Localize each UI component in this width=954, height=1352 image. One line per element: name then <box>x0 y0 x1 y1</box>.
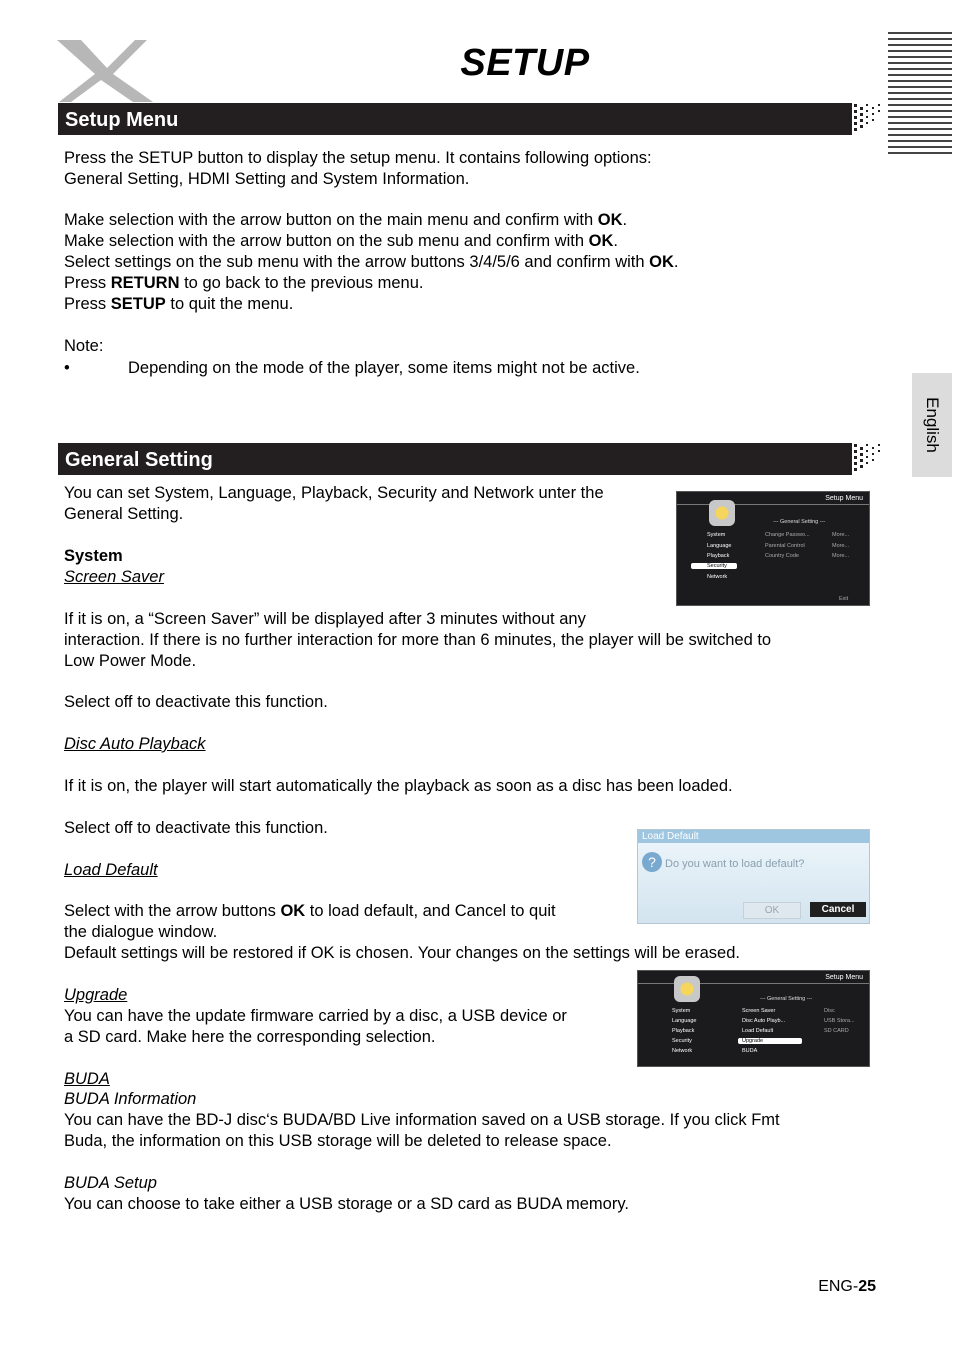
heading-dots-decoration <box>846 103 886 135</box>
page-title: SETUP <box>460 42 590 84</box>
general-setting-screenshot <box>676 491 870 606</box>
dialog-title: Load Default <box>638 830 869 843</box>
decorative-stripes <box>888 32 952 160</box>
dialog-ok-button: OK <box>743 902 801 919</box>
question-icon: ? <box>642 852 662 872</box>
section-heading-general-setting <box>58 443 850 475</box>
screenshot-menu-item: System <box>672 1008 691 1014</box>
system-title: System <box>64 547 123 565</box>
load-default-text-2: the dialogue window. <box>64 923 218 941</box>
screenshot-menu-item: System <box>707 532 726 538</box>
dialog-question: Do you want to load default? <box>665 858 805 870</box>
screenshot-option-value: More... <box>832 553 850 559</box>
disc-auto-playback-title: Disc Auto Playback <box>64 735 206 753</box>
screenshot-option: Disc Auto Playb... <box>742 1018 786 1024</box>
load-default-title: Load Default <box>64 861 158 879</box>
screenshot-option-value: More... <box>832 532 850 538</box>
section-heading-text: Setup Menu <box>65 109 179 131</box>
note-label: Note: <box>64 337 104 355</box>
disc-auto-playback-off-text: Select off to deactivate this function. <box>64 819 328 837</box>
screenshot-menu-item: Playback <box>672 1028 695 1034</box>
buda-setup-title: BUDA Setup <box>64 1174 157 1192</box>
buda-information-text-2: Buda, the information on this USB storage will be deleted to release space. <box>64 1132 612 1150</box>
screen-saver-off-text: Select off to deactivate this function. <box>64 693 328 711</box>
note-bullet-text: Depending on the mode of the player, some items might not be active. <box>128 359 640 377</box>
gear-icon <box>674 976 700 1002</box>
screenshot-header: Setup Menu <box>825 974 863 981</box>
screenshot-option-selected: Upgrade <box>742 1038 764 1044</box>
upgrade-text-1: You can have the update firmware carried by a disc, a USB device or <box>64 1007 567 1025</box>
screen-saver-text-2: interaction. If there is no further interaction for more than 6 minutes, the player will be switched to <box>64 631 772 649</box>
heading-dots-decoration <box>846 443 886 475</box>
setup-intro-line-2: General Setting, HDMI Setting and System Information. <box>64 170 470 188</box>
general-intro-line-2: General Setting. <box>64 505 184 523</box>
bullet-icon: • <box>64 359 70 377</box>
upgrade-text-2: a SD card. Make here the corresponding selection. <box>64 1028 436 1046</box>
section-heading-setup-menu <box>58 103 850 135</box>
instruction-arrow-buttons: Select settings on the sub menu with the arrow buttons 3/4/5/6 and confirm with OK. <box>64 253 679 271</box>
screenshot-menu-item: Playback <box>707 553 730 559</box>
load-default-text-1: Select with the arrow buttons OK to load default, and Cancel to quit <box>64 902 556 920</box>
upgrade-screenshot <box>637 970 870 1067</box>
screen-saver-text-1: If it is on, a “Screen Saver” will be displayed after 3 minutes without any <box>64 610 586 628</box>
screenshot-option: BUDA <box>742 1048 758 1054</box>
screen-saver-text-3: Low Power Mode. <box>64 652 197 670</box>
screenshot-option: Parental Control <box>765 543 805 549</box>
screenshot-menu-item: Network <box>672 1048 693 1054</box>
buda-setup-text: You can choose to take either a USB storage or a SD card as BUDA memory. <box>64 1195 629 1213</box>
screenshot-option: Load Default <box>742 1028 774 1034</box>
screenshot-subtitle: --- General Setting --- <box>773 519 826 525</box>
screenshot-option: Country Code <box>765 553 799 559</box>
section-heading-text: General Setting <box>65 449 213 471</box>
setup-intro-line-1: Press the SETUP button to display the setup menu. It contains following options: <box>64 149 652 167</box>
screenshot-option-value: SD CARD <box>824 1028 849 1034</box>
language-tab-label: English <box>923 397 942 453</box>
page-number: ENG-25 <box>818 1278 876 1295</box>
screenshot-header: Setup Menu <box>825 495 863 502</box>
screenshot-option-value: USB Stora... <box>824 1018 855 1024</box>
screenshot-menu-item: Language <box>672 1018 697 1024</box>
screenshot-option-value: Disc <box>824 1008 835 1014</box>
gear-icon <box>709 500 735 526</box>
screenshot-option: Screen Saver <box>742 1008 776 1014</box>
screenshot-menu-item: Network <box>707 574 728 580</box>
instruction-setup-quit: Press SETUP to quit the menu. <box>64 295 294 313</box>
instruction-sub-menu: Make selection with the arrow button on the sub menu and confirm with OK. <box>64 232 618 250</box>
language-side-tab <box>912 373 952 477</box>
upgrade-title: Upgrade <box>64 986 128 1004</box>
buda-information-title: BUDA Information <box>64 1090 197 1108</box>
dialog-cancel-button: Cancel <box>810 902 866 917</box>
screenshot-menu-item: Language <box>707 543 732 549</box>
disc-auto-playback-text: If it is on, the player will start automatically the playback as soon as a disc has been loaded. <box>64 777 733 795</box>
screenshot-menu-item: Security <box>672 1038 692 1044</box>
screenshot-option: Change Passwo... <box>765 532 810 538</box>
buda-information-text-1: You can have the BD-J disc‘s BUDA/BD Live information saved on a USB storage. If you click Fmt <box>64 1111 780 1129</box>
screen-saver-title: Screen Saver <box>64 568 164 586</box>
load-default-dialog-screenshot <box>637 829 870 924</box>
load-default-text-3: Default settings will be restored if OK is chosen. Your changes on the settings will be erased. <box>64 944 740 962</box>
screenshot-menu-item-selected: Security <box>707 563 727 569</box>
buda-title: BUDA <box>64 1070 110 1088</box>
instruction-main-menu: Make selection with the arrow button on the main menu and confirm with OK. <box>64 211 628 229</box>
screenshot-subtitle: --- General Setting --- <box>760 996 813 1002</box>
screenshot-option-value: More... <box>832 543 850 549</box>
instruction-return: Press RETURN to go back to the previous menu. <box>64 274 424 292</box>
general-intro-line-1: You can set System, Language, Playback, Security and Network unter the <box>64 484 604 502</box>
screenshot-exit: Exit <box>839 596 849 602</box>
